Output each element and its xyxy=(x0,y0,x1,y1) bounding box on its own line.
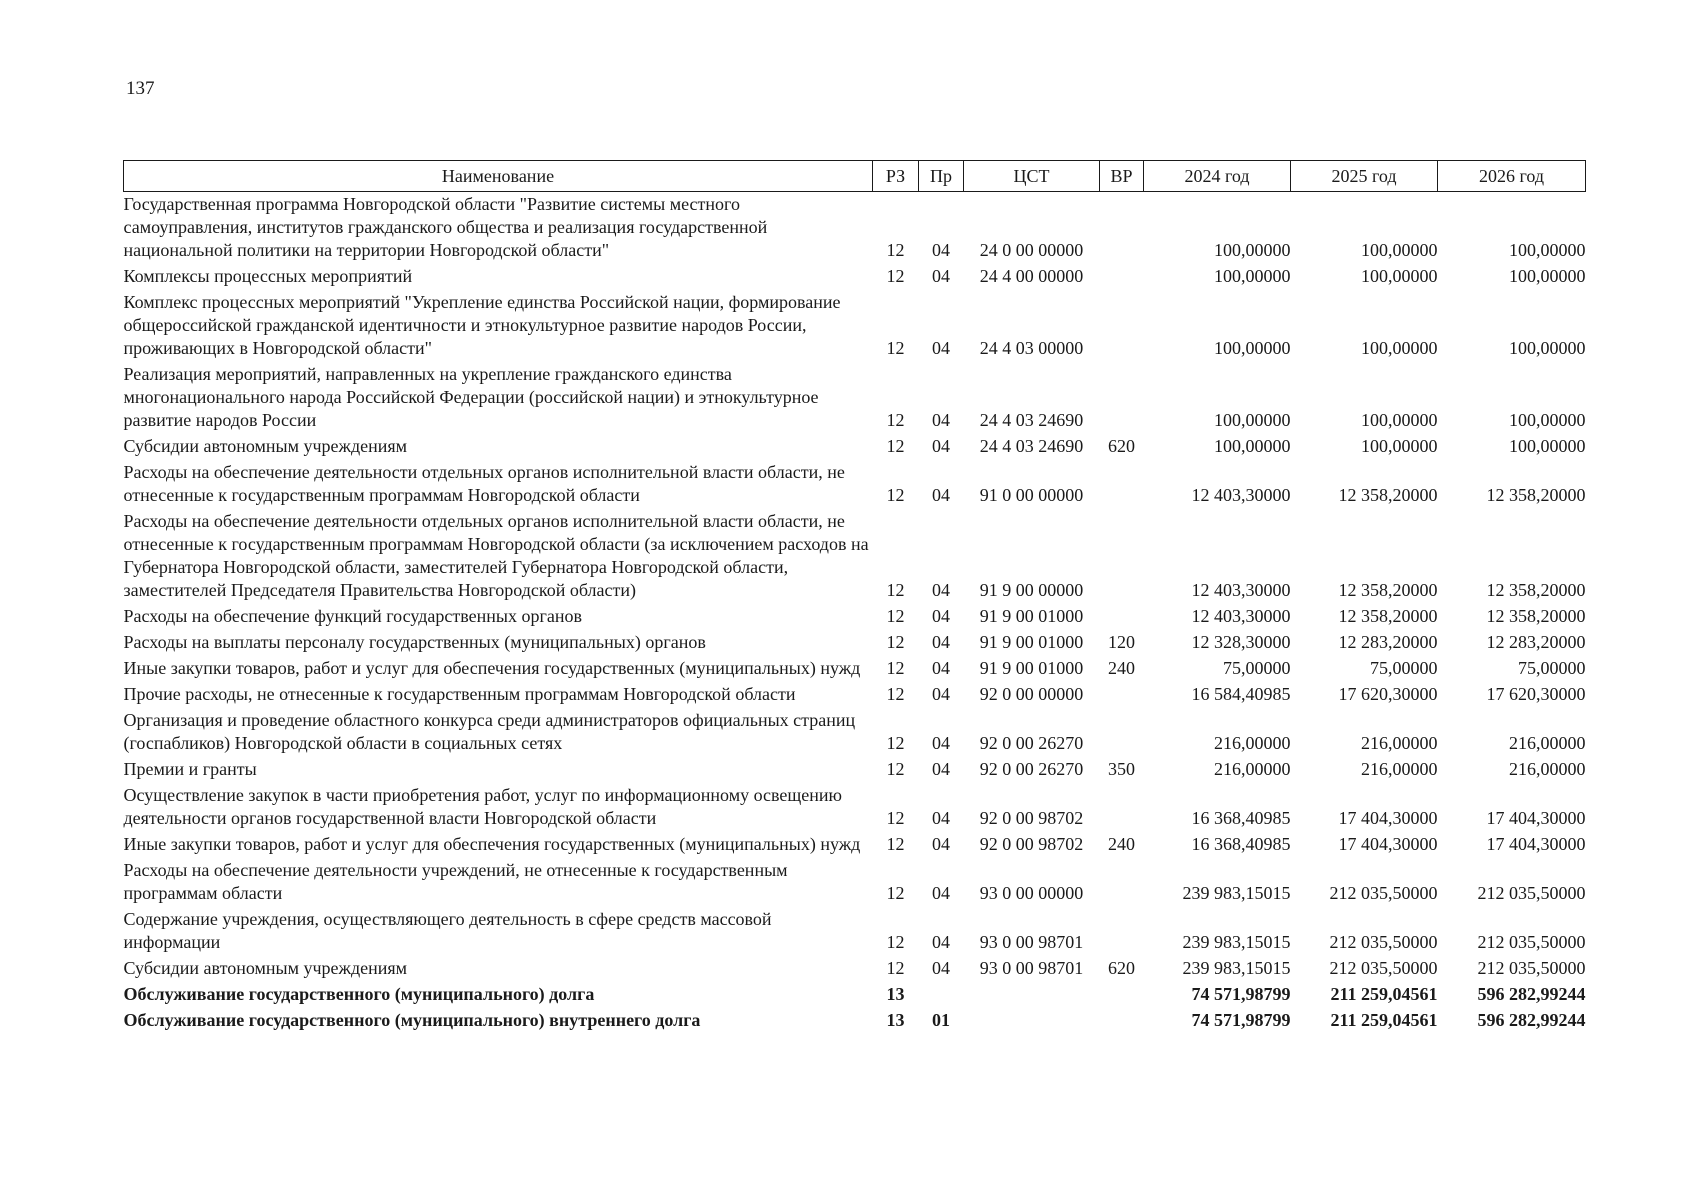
cell-name: Осуществление закупок в части приобретения работ, услуг по информационному освещению деятельности органов государственной власти Новгородской области xyxy=(123,785,842,828)
table-row xyxy=(124,830,1586,856)
table-row xyxy=(124,360,1586,432)
cell-cst: 24 4 03 24690 xyxy=(979,436,1084,456)
cell-2026: 12 358,20000 xyxy=(1486,485,1586,505)
cell-cst: 91 0 00 00000 xyxy=(979,485,1084,505)
table-row xyxy=(124,458,1586,507)
cell-rz: 12 xyxy=(886,485,905,505)
cell-rz: 12 xyxy=(886,240,905,260)
cell-cst: 92 0 00 00000 xyxy=(979,684,1084,704)
cell-rz: 12 xyxy=(886,932,905,952)
cell-vr: 240 xyxy=(1108,834,1135,854)
cell-2025: 12 358,20000 xyxy=(1338,580,1438,600)
cell-2026: 100,00000 xyxy=(1509,240,1586,260)
table-row xyxy=(124,628,1586,654)
cell-2024: 12 403,30000 xyxy=(1191,606,1291,626)
cell-vr: 350 xyxy=(1108,759,1135,779)
cell-cst: 24 4 00 00000 xyxy=(979,266,1084,286)
cell-2026: 100,00000 xyxy=(1509,436,1586,456)
cell-name: Комплексы процессных мероприятий xyxy=(123,266,413,286)
cell-pr xyxy=(919,980,964,1006)
cell-2026: 75,00000 xyxy=(1518,658,1586,678)
cell-rz: 12 xyxy=(886,834,905,854)
cell-vr xyxy=(1100,507,1144,602)
cell-name: Обслуживание государственного (муниципального) внутреннего долга xyxy=(123,1010,701,1030)
table-row xyxy=(124,192,1586,263)
table-row xyxy=(124,954,1586,980)
cell-2024: 216,00000 xyxy=(1214,733,1291,753)
cell-2025: 212 035,50000 xyxy=(1329,958,1438,978)
header-2024: 2024 год xyxy=(1144,161,1291,192)
cell-2026: 17 404,30000 xyxy=(1486,834,1586,854)
cell-name: Расходы на обеспечение деятельности отдельных органов исполнительной власти области, не отнесенные к государственным программам Новгородской области xyxy=(123,462,845,505)
cell-rz: 12 xyxy=(886,632,905,652)
cell-name: Прочие расходы, не отнесенные к государственным программам Новгородской области xyxy=(123,684,796,704)
cell-cst: 24 4 03 00000 xyxy=(979,338,1084,358)
cell-2024: 74 571,98799 xyxy=(1191,984,1291,1004)
cell-cst: 24 4 03 24690 xyxy=(979,410,1084,430)
cell-2026: 100,00000 xyxy=(1509,266,1586,286)
cell-cst: 91 9 00 01000 xyxy=(979,606,1084,626)
cell-2024: 100,00000 xyxy=(1214,436,1291,456)
cell-pr: 04 xyxy=(932,883,950,903)
header-2026: 2026 год xyxy=(1438,161,1586,192)
cell-2024: 12 328,30000 xyxy=(1191,632,1291,652)
cell-rz: 12 xyxy=(886,658,905,678)
cell-pr: 04 xyxy=(932,266,950,286)
cell-2024: 16 368,40985 xyxy=(1191,834,1291,854)
cell-pr: 04 xyxy=(932,932,950,952)
cell-2024: 16 584,40985 xyxy=(1191,684,1291,704)
cell-name: Комплекс процессных мероприятий "Укрепление единства Российской нации, формирование общероссийской гражданской идентичности и этнокультурное развитие народов России, проживающих в Новгородской области" xyxy=(123,292,841,358)
cell-pr: 04 xyxy=(932,485,950,505)
cell-name: Организация и проведение областного конкурса среди администраторов официальных страниц (госпабликов) Новгородской области в социальных сетях xyxy=(123,710,856,753)
cell-2025: 100,00000 xyxy=(1361,338,1438,358)
cell-cst: 92 0 00 98702 xyxy=(979,834,1084,854)
header-row xyxy=(124,161,1586,192)
cell-2025: 100,00000 xyxy=(1361,266,1438,286)
cell-name: Иные закупки товаров, работ и услуг для обеспечения государственных (муниципальных) нужд xyxy=(123,658,861,678)
cell-2024: 100,00000 xyxy=(1214,266,1291,286)
header-cst: ЦСТ xyxy=(964,161,1100,192)
cell-rz: 12 xyxy=(886,733,905,753)
cell-pr: 04 xyxy=(932,606,950,626)
cell-2024: 239 983,15015 xyxy=(1182,883,1291,903)
cell-vr: 620 xyxy=(1108,958,1135,978)
table-body xyxy=(124,192,1586,1033)
budget-table xyxy=(123,160,1586,1032)
cell-rz: 13 xyxy=(886,984,905,1004)
cell-pr: 04 xyxy=(932,808,950,828)
table-row xyxy=(124,706,1586,755)
cell-cst: 92 0 00 98702 xyxy=(979,808,1084,828)
cell-pr: 04 xyxy=(932,240,950,260)
cell-2026: 12 283,20000 xyxy=(1486,632,1586,652)
cell-pr: 04 xyxy=(932,658,950,678)
cell-name: Государственная программа Новгородской области "Развитие системы местного самоуправления, институтов гражданского общества и реализация государственной национальной политики на территории Новгородской области" xyxy=(123,194,768,260)
cell-rz: 12 xyxy=(886,338,905,358)
cell-2025: 12 358,20000 xyxy=(1338,485,1438,505)
table-row xyxy=(124,905,1586,954)
table-row xyxy=(124,288,1586,360)
cell-name: Реализация мероприятий, направленных на укрепление гражданского единства многонационального народа Российской Федерации (российской нации) и этнокультурное развитие народов России xyxy=(123,364,819,430)
header-pr: Пр xyxy=(919,161,964,192)
cell-cst: 92 0 00 26270 xyxy=(979,759,1084,779)
table-row xyxy=(124,602,1586,628)
cell-vr: 620 xyxy=(1108,436,1135,456)
cell-vr xyxy=(1100,192,1144,263)
cell-rz: 12 xyxy=(886,684,905,704)
cell-vr xyxy=(1100,360,1144,432)
cell-rz: 12 xyxy=(886,883,905,903)
table-row xyxy=(124,432,1586,458)
cell-pr: 04 xyxy=(932,436,950,456)
cell-vr xyxy=(1100,458,1144,507)
cell-2025: 216,00000 xyxy=(1361,759,1438,779)
cell-2025: 212 035,50000 xyxy=(1329,883,1438,903)
cell-2025: 212 035,50000 xyxy=(1329,932,1438,952)
cell-2025: 211 259,04561 xyxy=(1330,1010,1438,1030)
cell-2025: 12 283,20000 xyxy=(1338,632,1438,652)
cell-2024: 75,00000 xyxy=(1223,658,1291,678)
cell-rz: 12 xyxy=(886,580,905,600)
header-2025: 2025 год xyxy=(1291,161,1438,192)
table-row xyxy=(124,507,1586,602)
header-name: Наименование xyxy=(124,161,873,192)
cell-vr xyxy=(1100,1006,1144,1032)
header-vr: ВР xyxy=(1100,161,1144,192)
cell-2025: 216,00000 xyxy=(1361,733,1438,753)
cell-2024: 100,00000 xyxy=(1214,338,1291,358)
cell-name: Содержание учреждения, осуществляющего деятельность в сфере средств массовой информации xyxy=(123,909,772,952)
cell-2025: 100,00000 xyxy=(1361,436,1438,456)
cell-2026: 596 282,99244 xyxy=(1477,984,1586,1004)
cell-2024: 100,00000 xyxy=(1214,240,1291,260)
cell-name: Обслуживание государственного (муниципального) долга xyxy=(123,984,595,1004)
cell-2026: 12 358,20000 xyxy=(1486,606,1586,626)
cell-2025: 100,00000 xyxy=(1361,240,1438,260)
cell-rz: 12 xyxy=(886,436,905,456)
cell-2025: 75,00000 xyxy=(1370,658,1438,678)
cell-cst: 93 0 00 00000 xyxy=(979,883,1084,903)
cell-name: Субсидии автономным учреждениям xyxy=(123,958,408,978)
cell-cst: 91 9 00 00000 xyxy=(979,580,1084,600)
cell-rz: 13 xyxy=(886,1010,905,1030)
page-number: 137 xyxy=(126,78,155,99)
cell-cst: 24 0 00 00000 xyxy=(979,240,1084,260)
cell-pr: 04 xyxy=(932,834,950,854)
cell-2025: 17 404,30000 xyxy=(1338,834,1438,854)
cell-cst: 91 9 00 01000 xyxy=(979,632,1084,652)
cell-vr xyxy=(1100,288,1144,360)
cell-2024: 216,00000 xyxy=(1214,759,1291,779)
cell-pr: 01 xyxy=(932,1010,950,1030)
cell-2026: 216,00000 xyxy=(1509,733,1586,753)
cell-name: Расходы на выплаты персоналу государственных (муниципальных) органов xyxy=(123,632,706,652)
table-row xyxy=(124,856,1586,905)
cell-cst: 91 9 00 01000 xyxy=(979,658,1084,678)
cell-pr: 04 xyxy=(932,759,950,779)
cell-pr: 04 xyxy=(932,684,950,704)
cell-2024: 239 983,15015 xyxy=(1182,932,1291,952)
cell-vr xyxy=(1100,680,1144,706)
table-row xyxy=(124,755,1586,781)
cell-2024: 74 571,98799 xyxy=(1191,1010,1291,1030)
cell-name: Расходы на обеспечение деятельности отдельных органов исполнительной власти области, не отнесенные к государственным программам Новгородской области (за исключением расходов на Губернатора Новгородской области, заместителей Губернатора Новгородской области, заместителей Председателя Правительства Новгородской области) xyxy=(123,511,869,600)
cell-pr: 04 xyxy=(932,580,950,600)
cell-rz: 12 xyxy=(886,958,905,978)
cell-cst xyxy=(964,980,1100,1006)
cell-vr xyxy=(1100,781,1144,830)
cell-2025: 211 259,04561 xyxy=(1330,984,1438,1004)
cell-rz: 12 xyxy=(886,759,905,779)
table-row xyxy=(124,654,1586,680)
table-row xyxy=(124,781,1586,830)
table-row xyxy=(124,262,1586,288)
cell-2026: 100,00000 xyxy=(1509,410,1586,430)
cell-name: Иные закупки товаров, работ и услуг для обеспечения государственных (муниципальных) нужд xyxy=(123,834,861,854)
cell-cst: 92 0 00 26270 xyxy=(979,733,1084,753)
table-row xyxy=(124,680,1586,706)
cell-pr: 04 xyxy=(932,733,950,753)
cell-pr: 04 xyxy=(932,958,950,978)
cell-rz: 12 xyxy=(886,266,905,286)
cell-2025: 100,00000 xyxy=(1361,410,1438,430)
cell-name: Субсидии автономным учреждениям xyxy=(123,436,408,456)
cell-vr: 240 xyxy=(1108,658,1135,678)
cell-vr xyxy=(1100,856,1144,905)
cell-2026: 216,00000 xyxy=(1509,759,1586,779)
cell-2024: 239 983,15015 xyxy=(1182,958,1291,978)
cell-2026: 212 035,50000 xyxy=(1477,932,1586,952)
cell-name: Расходы на обеспечение деятельности учреждений, не отнесенные к государственным программам области xyxy=(123,860,788,903)
cell-vr: 120 xyxy=(1108,632,1135,652)
cell-2026: 596 282,99244 xyxy=(1477,1010,1586,1030)
cell-2026: 12 358,20000 xyxy=(1486,580,1586,600)
cell-name: Расходы на обеспечение функций государственных органов xyxy=(123,606,582,626)
cell-2026: 212 035,50000 xyxy=(1477,958,1586,978)
cell-vr xyxy=(1100,602,1144,628)
cell-rz: 12 xyxy=(886,606,905,626)
header-rz: РЗ xyxy=(873,161,919,192)
cell-2024: 100,00000 xyxy=(1214,410,1291,430)
cell-2024: 16 368,40985 xyxy=(1191,808,1291,828)
cell-2026: 17 404,30000 xyxy=(1486,808,1586,828)
cell-2025: 12 358,20000 xyxy=(1338,606,1438,626)
cell-vr xyxy=(1100,980,1144,1006)
cell-vr xyxy=(1100,905,1144,954)
cell-pr: 04 xyxy=(932,632,950,652)
cell-pr: 04 xyxy=(932,338,950,358)
cell-2024: 12 403,30000 xyxy=(1191,485,1291,505)
cell-cst xyxy=(964,1006,1100,1032)
table-row xyxy=(124,1006,1586,1032)
cell-vr xyxy=(1100,262,1144,288)
cell-2025: 17 620,30000 xyxy=(1338,684,1438,704)
cell-2026: 100,00000 xyxy=(1509,338,1586,358)
cell-pr: 04 xyxy=(932,410,950,430)
cell-2026: 212 035,50000 xyxy=(1477,883,1586,903)
cell-vr xyxy=(1100,706,1144,755)
cell-cst: 93 0 00 98701 xyxy=(979,958,1084,978)
cell-2024: 12 403,30000 xyxy=(1191,580,1291,600)
cell-rz: 12 xyxy=(886,410,905,430)
cell-2025: 17 404,30000 xyxy=(1338,808,1438,828)
table-row xyxy=(124,980,1586,1006)
cell-cst: 93 0 00 98701 xyxy=(979,932,1084,952)
cell-2026: 17 620,30000 xyxy=(1486,684,1586,704)
cell-name: Премии и гранты xyxy=(123,759,257,779)
cell-rz: 12 xyxy=(886,808,905,828)
